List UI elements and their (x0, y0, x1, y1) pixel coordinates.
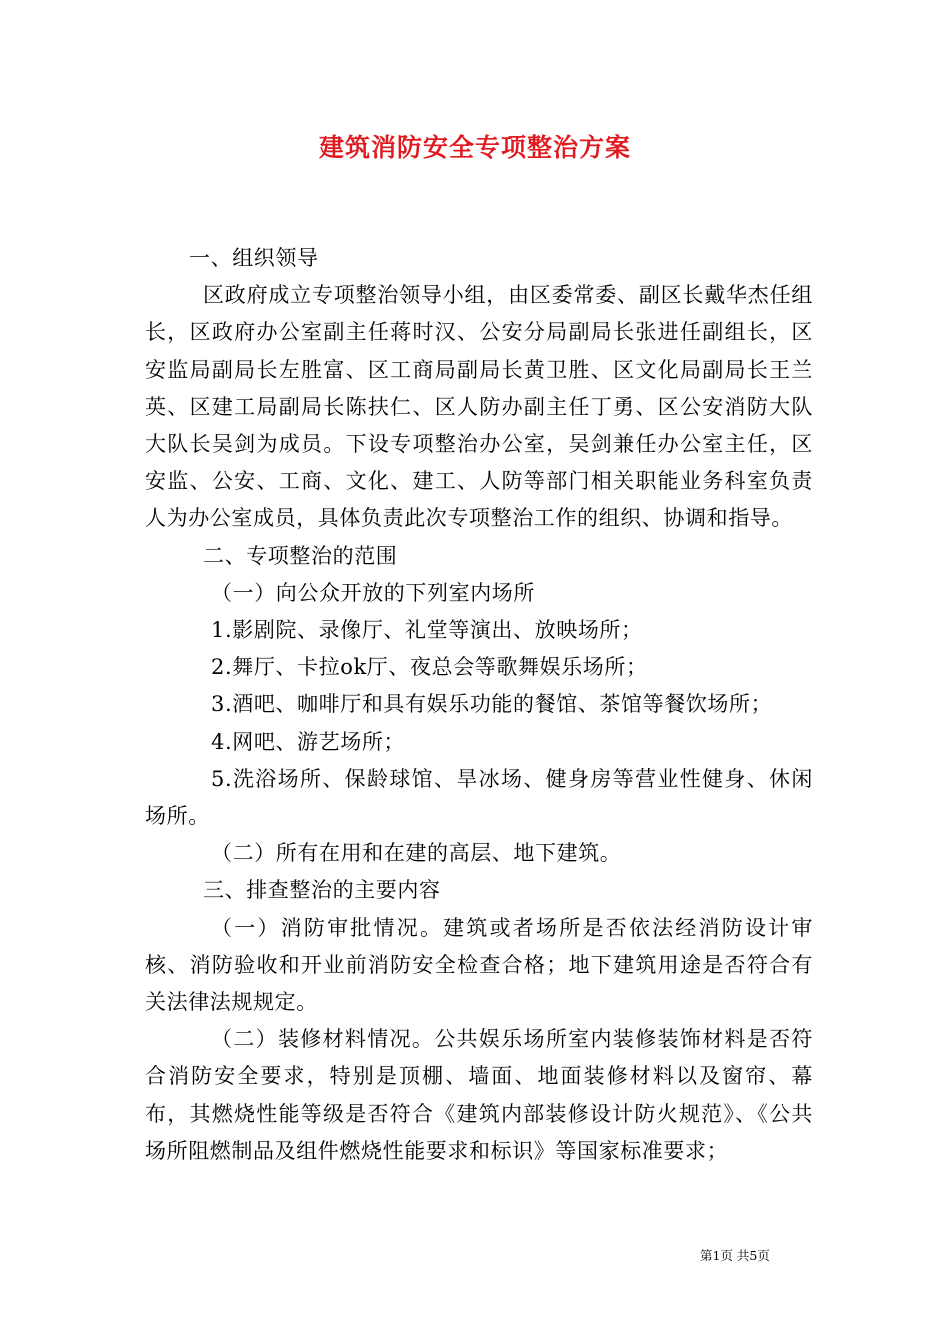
paragraph-approval: （一）消防审批情况。建筑或者场所是否依法经消防设计审核、消防验收和开业前消防安全检查合格；地下建筑用途是否符合有关法律法规规定。 (145, 915, 813, 1015)
section-heading-1: 一、组织领导 (189, 246, 319, 270)
page-number: 第1页 共5页 (700, 1248, 770, 1263)
list-item: 2.舞厅、卡拉ok厅、夜总会等歌舞娱乐场所； (211, 655, 648, 680)
list-item: 4.网吧、游艺场所； (211, 729, 406, 754)
document-body (145, 240, 813, 1170)
subsection-heading-2: （二）所有在用和在建的高层、地下建筑。 (211, 841, 622, 866)
section-heading-3: 三、排查整治的主要内容 (203, 878, 441, 903)
subsection-heading-1: （一）向公众开放的下列室内场所 (211, 580, 535, 605)
list-item: 1.影剧院、录像厅、礼堂等演出、放映场所； (211, 618, 643, 643)
paragraph-leadership: 区政府成立专项整治领导小组，由区委常委、副区长戴华杰任组长，区政府办公室副主任蒋时汉、公安分局副局长张进任副组长，区安监局副局长左胜富、区工商局副局长黄卫胜、区文化局副局长王兰英、区建工局副局长陈扶仁、区人防办副主任丁勇、区公安消防大队大队长吴剑为成员。下设专项整治办公室，吴剑兼任办公室主任，区安监、公安、工商、文化、建工、人防等部门相关职能业务科室负责人为办公室成员，具体负责此次专项整治工作的组织、协调和指导。 (145, 283, 813, 531)
section-heading-2: 二、专项整治的范围 (203, 543, 398, 568)
list-item: 3.酒吧、咖啡厅和具有娱乐功能的餐馆、茶馆等餐饮场所； (211, 692, 773, 717)
list-item: 5.洗浴场所、保龄球馆、旱冰场、健身房等营业性健身、休闲场所。 (145, 766, 813, 829)
paragraph-materials: （二）装修材料情况。公共娱乐场所室内装修装饰材料是否符合消防安全要求，特别是顶棚、墙面、地面装修材料以及窗帘、幕布，其燃烧性能等级是否符合《建筑内部装修设计防火规范》、《公共场所阻燃制品及组件燃烧性能要求和标识》等国家标准要求； (145, 1027, 813, 1163)
document-title: 建筑消防安全专项整治方案 (318, 133, 631, 162)
